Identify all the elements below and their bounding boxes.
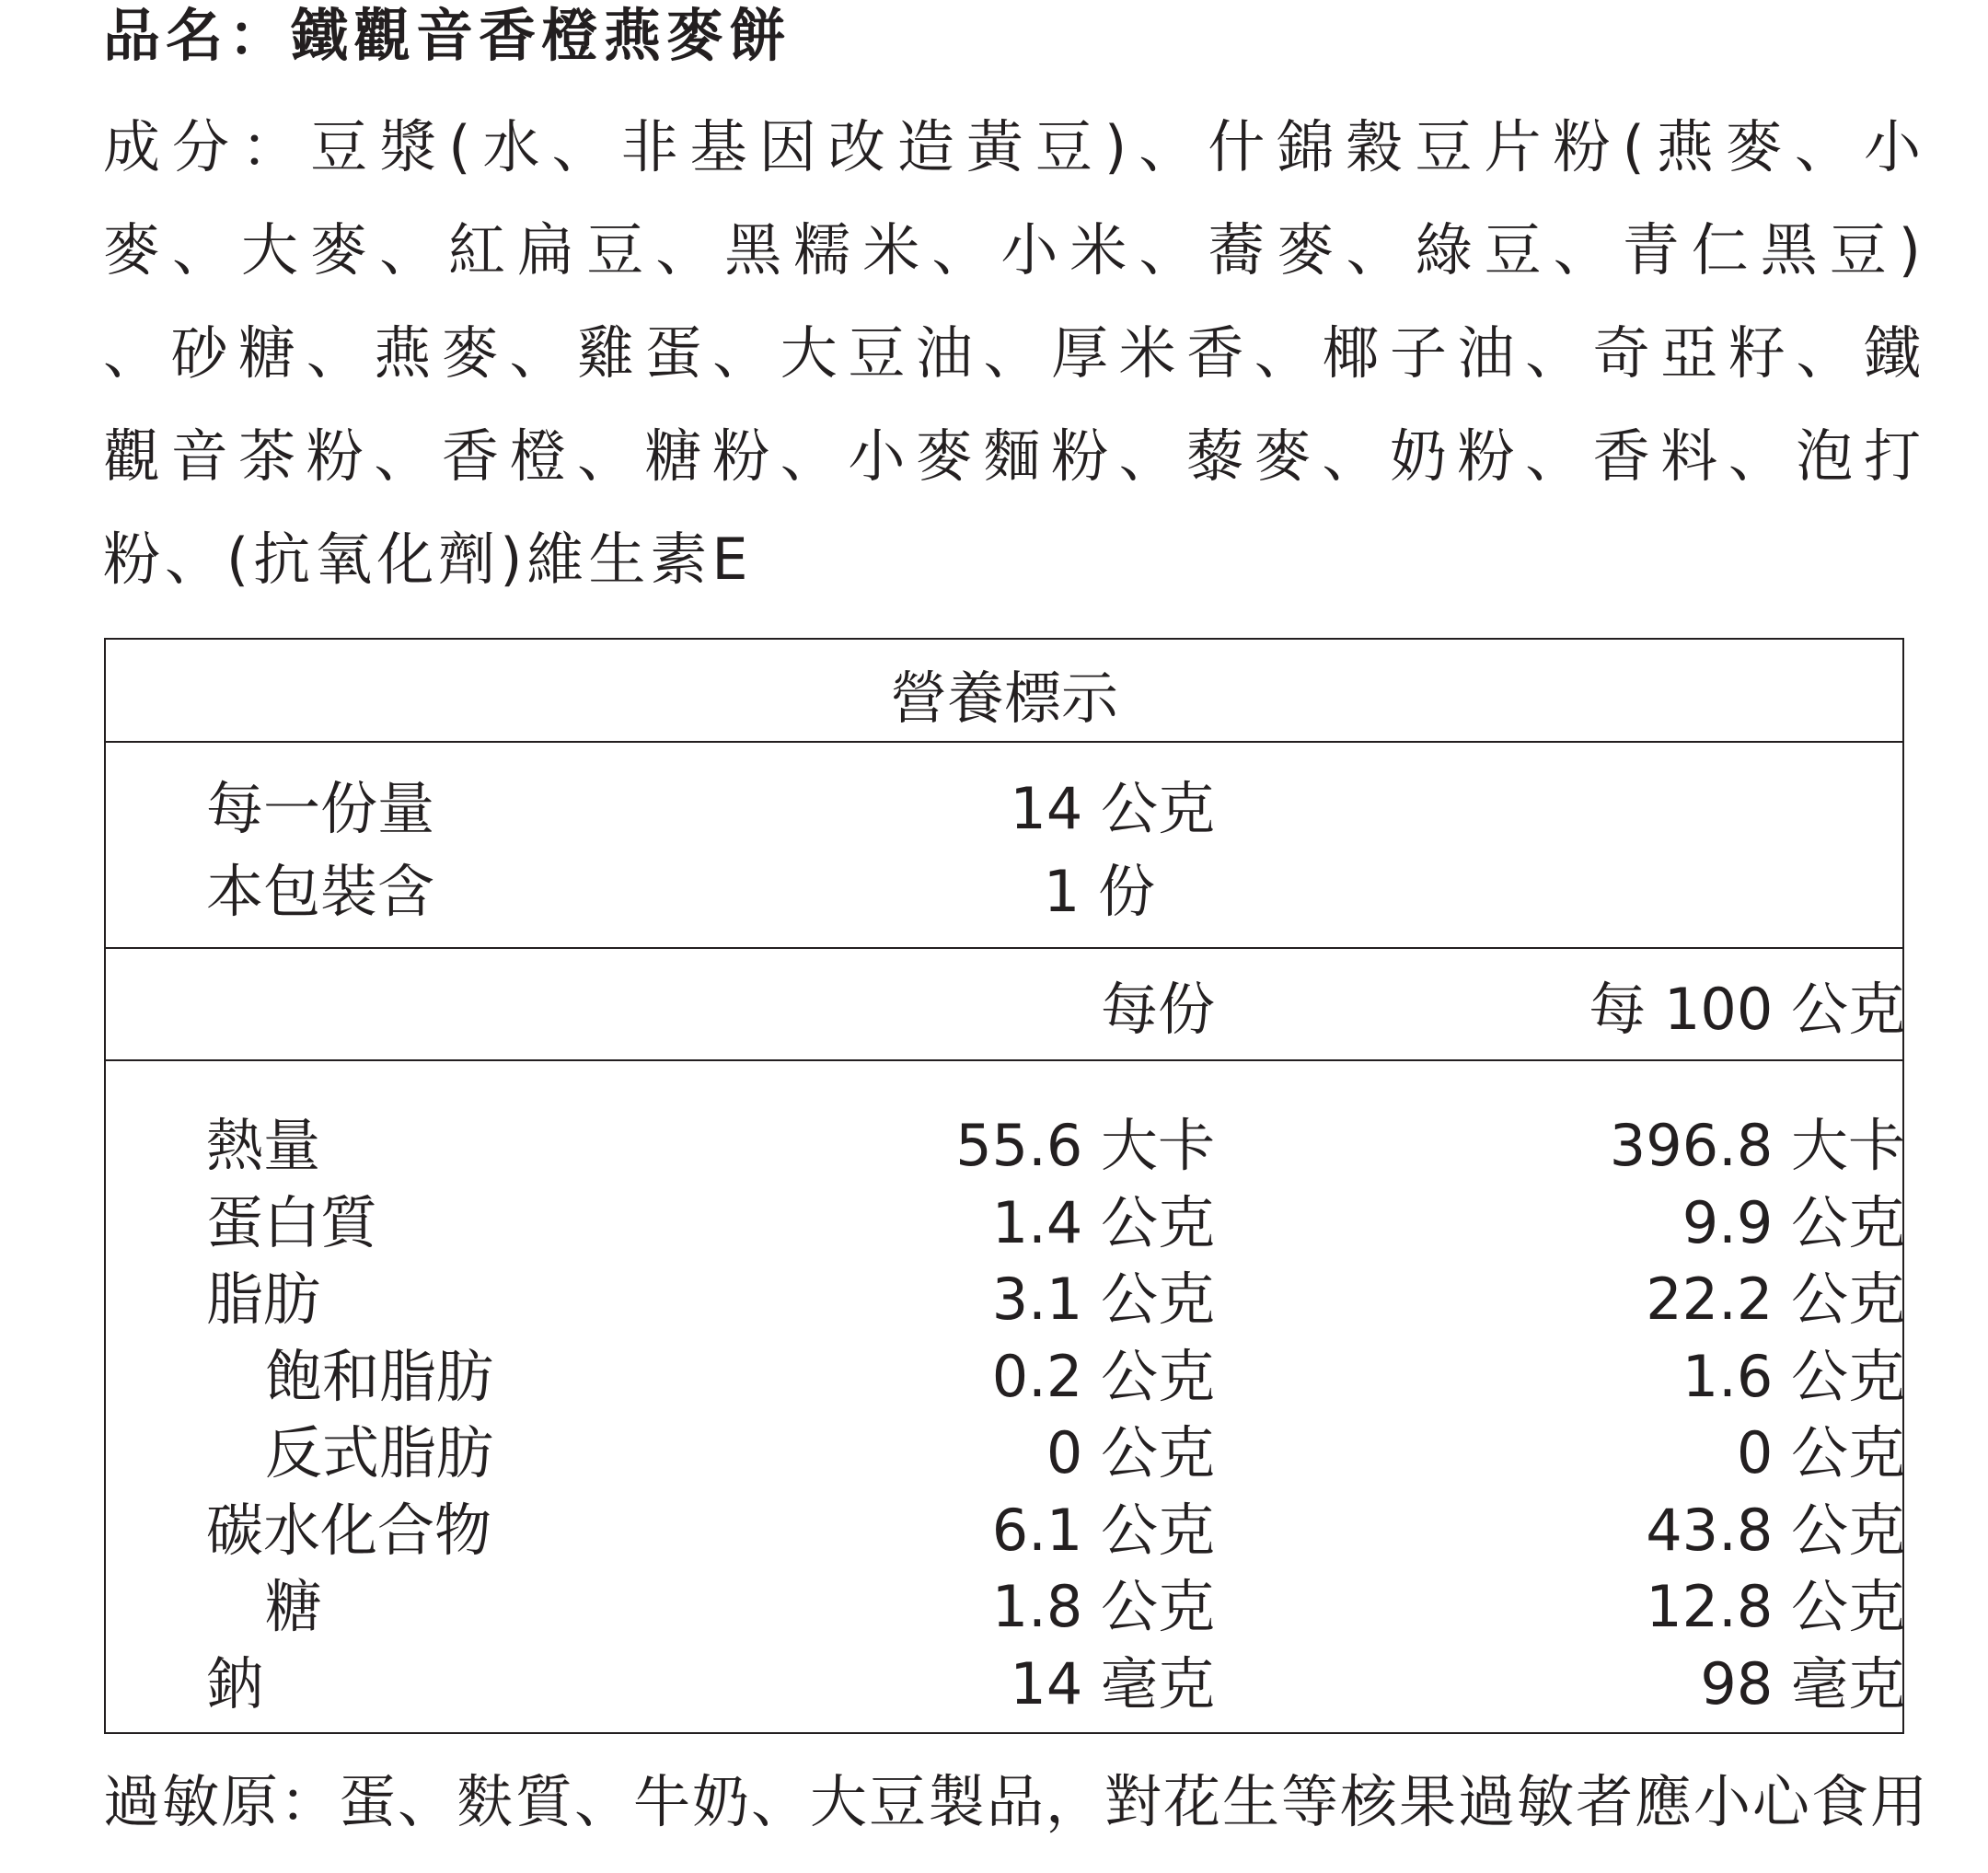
nutrient-label: 鈉 <box>206 1650 264 1717</box>
nutrition-facts-table <box>104 638 1904 1734</box>
nutrient-per-100g-value: 22.2 公克 <box>1646 1266 1905 1333</box>
nutrient-per-100g-value: 396.8 大卡 <box>1609 1112 1905 1179</box>
nutrient-per-serving-value: 55.6 大卡 <box>955 1112 1215 1179</box>
ingredients-line: 粉、(抗氧化劑)維生素E <box>103 526 753 593</box>
nutrient-label: 飽和脂肪 <box>265 1343 494 1410</box>
nutrient-per-serving-value: 3.1 公克 <box>991 1266 1215 1333</box>
nutrient-label: 熱量 <box>206 1112 321 1179</box>
nutrient-per-100g-value: 98 毫克 <box>1700 1650 1905 1717</box>
nutrient-per-serving-value: 0 公克 <box>1046 1419 1215 1486</box>
column-header-per-serving: 每份 <box>1100 976 1215 1043</box>
nutrient-label: 脂肪 <box>206 1266 321 1333</box>
servings-per-package-label: 本包裝含 <box>206 858 435 925</box>
ingredients-line: 、砂糖、燕麥、雞蛋、大豆油、厚米香、椰子油、奇亞籽、鐵 <box>103 319 1925 387</box>
nutrient-per-serving-value: 6.1 公克 <box>991 1497 1215 1564</box>
nutrient-label: 反式脂肪 <box>265 1419 494 1486</box>
ingredients-line: 觀音茶粉、香橙、糖粉、小麥麵粉、藜麥、奶粉、香料、泡打 <box>103 422 1925 490</box>
nutrient-per-100g-value: 12.8 公克 <box>1646 1573 1905 1640</box>
serving-size-label: 每一份量 <box>206 775 435 842</box>
allergen-statement: 過敏原：蛋、麩質、牛奶、大豆製品，對花生等核果過敏者應小心食用 <box>103 1768 1930 1835</box>
table-divider <box>106 1059 1902 1061</box>
table-divider <box>106 741 1902 743</box>
product-name: 品名：鐵觀音香橙燕麥餅 <box>103 2 792 69</box>
nutrition-title: 營養標示 <box>889 665 1118 732</box>
table-divider <box>106 947 1902 949</box>
nutrient-per-serving-value: 14 毫克 <box>1010 1650 1215 1717</box>
ingredients-line: 成分：豆漿(水、非基因改造黃豆)、什錦穀豆片粉(燕麥、小 <box>103 113 1925 180</box>
nutrient-per-serving-value: 0.2 公克 <box>991 1343 1215 1410</box>
nutrient-per-serving-value: 1.8 公克 <box>991 1573 1215 1640</box>
nutrient-label: 碳水化合物 <box>206 1497 492 1564</box>
nutrient-per-serving-value: 1.4 公克 <box>991 1189 1215 1256</box>
nutrient-per-100g-value: 43.8 公克 <box>1646 1497 1905 1564</box>
ingredients-text <box>103 96 1925 611</box>
nutrient-per-100g-value: 9.9 公克 <box>1682 1189 1905 1256</box>
column-header-per-100g: 每 100 公克 <box>1589 976 1905 1043</box>
nutrient-label: 糖 <box>265 1573 323 1640</box>
ingredients-line: 麥、大麥、紅扁豆、黑糯米、小米、蕎麥、綠豆、青仁黑豆) <box>103 216 1925 283</box>
nutrient-per-100g-value: 0 公克 <box>1736 1419 1905 1486</box>
nutrient-per-100g-value: 1.6 公克 <box>1682 1343 1905 1410</box>
servings-per-package-value: 1 份 <box>1043 858 1155 925</box>
serving-size-value: 14 公克 <box>1010 775 1215 842</box>
nutrient-label: 蛋白質 <box>206 1189 378 1256</box>
